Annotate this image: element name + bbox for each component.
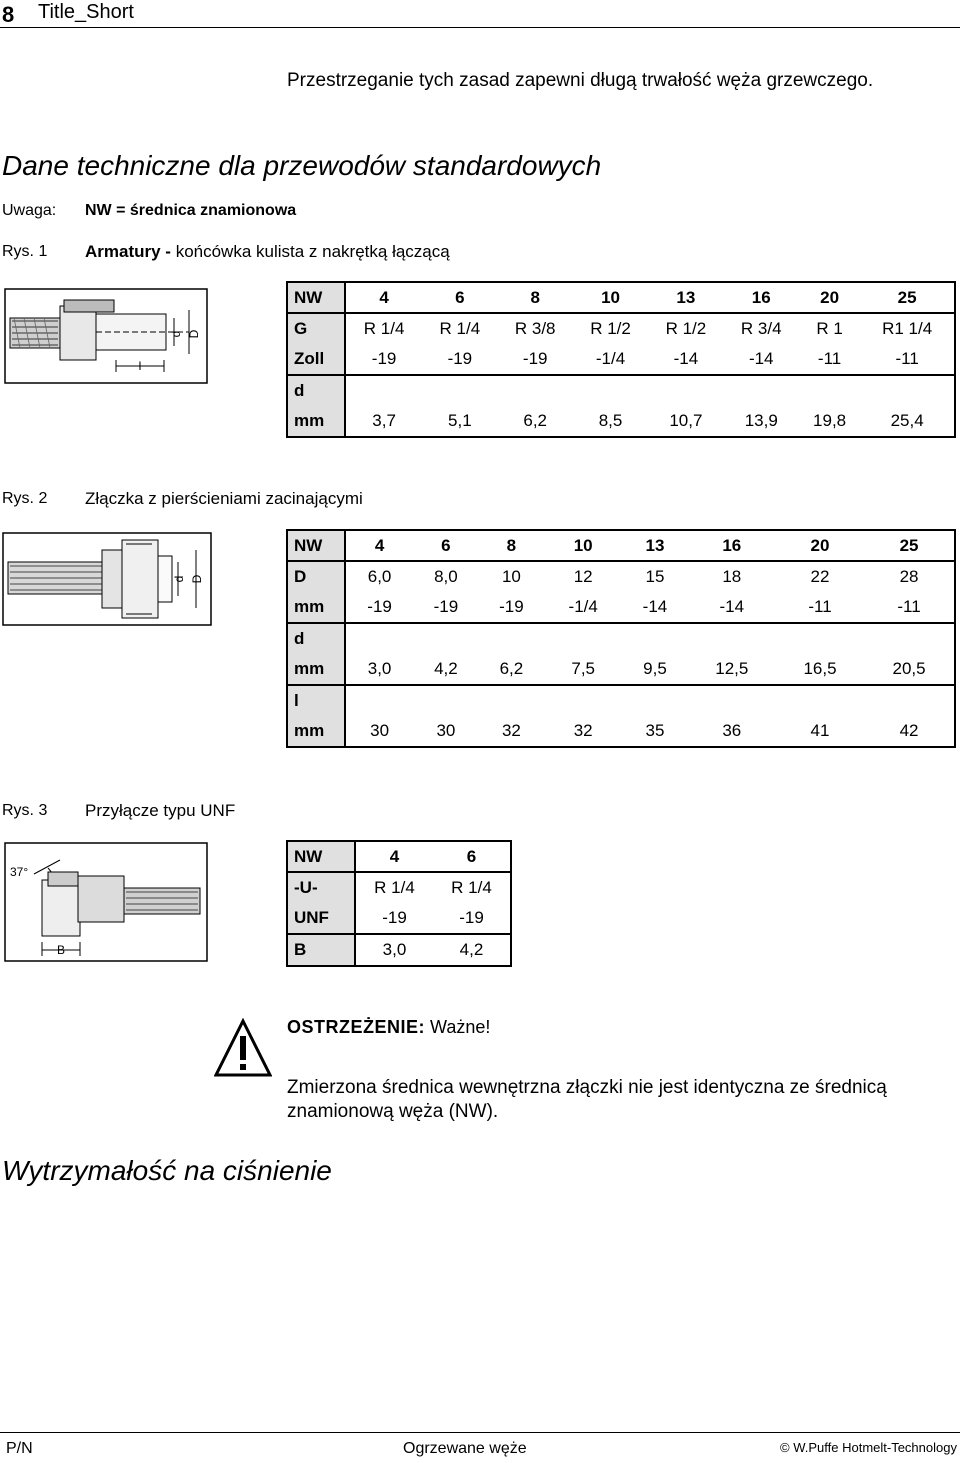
pressure-section-title: Wytrzymałość na ciśnienie (2, 1155, 332, 1186)
note-label: Uwaga: (2, 202, 57, 219)
fig1-D-label: D (187, 329, 201, 339)
header-rule (0, 27, 960, 28)
section-title: Dane techniczne dla przewodów standardowych (2, 150, 602, 181)
fig1-l-label: l (138, 359, 142, 373)
fig2-d-label: d (172, 575, 186, 583)
fig3-B-label: B (56, 943, 66, 957)
table-row: d (287, 375, 955, 406)
table-row: l (287, 685, 955, 716)
table-row: NW 4 6 8 10 13 16 20 25 (287, 282, 955, 313)
fig1-label: Rys. 1 (2, 243, 48, 260)
table-row: mm 30 30 32 32 35 36 41 42 (287, 716, 955, 747)
table-row: d (287, 623, 955, 654)
footer-copyright: © W.Puffe Hotmelt-Technology (780, 1440, 957, 1455)
fig1-caption: Armatury - końcówka kulista z nakrętką łączącą (85, 242, 450, 261)
table-row: mm -19 -19 -19 -1/4 -14 -14 -11 -11 (287, 592, 955, 623)
fig1-table (286, 281, 956, 438)
fig3-fitting-diagram (4, 842, 208, 962)
footer-title: Ogrzewane węże (403, 1440, 527, 1457)
warning-text: Zmierzona średnica wewnętrzna złączki nie jest identyczna ze średnicą znamionową węża (NW). (287, 1077, 887, 1122)
warning-title: OSTRZEŻENIE: Ważne! (287, 1017, 491, 1037)
fig3-table (286, 840, 512, 967)
table-row: mm 3,7 5,1 6,2 8,5 10,7 13,9 19,8 25,4 (287, 406, 955, 437)
page-header-title: Title_Short (38, 1, 134, 23)
table-row: D 6,0 8,0 10 12 15 18 22 28 (287, 561, 955, 592)
fig3-angle-label: 37° (10, 865, 29, 879)
page-number: 8 (2, 2, 15, 27)
table-row: G R 1/4 R 1/4 R 3/8 R 1/2 R 1/2 R 3/4 R 1 R1 1/4 (287, 313, 955, 344)
table-row: B 3,0 4,2 (287, 934, 511, 966)
table-row: NW 4 6 8 10 13 16 20 25 (287, 530, 955, 561)
intro-text: Przestrzeganie tych zasad zapewni długą trwałość węża grzewczego. (287, 70, 874, 91)
table-row: UNF -19 -19 (287, 903, 511, 934)
fig2-table (286, 529, 956, 748)
fig1-fitting-diagram (4, 288, 208, 384)
footer-part-number: P/N (6, 1440, 33, 1457)
fig2-D-label: D (190, 574, 204, 584)
fig3-label: Rys. 3 (2, 802, 48, 819)
warning-triangle-icon (214, 1018, 272, 1078)
table-row: -U- R 1/4 R 1/4 (287, 872, 511, 903)
fig2-caption: Złączka z pierścieniami zacinającymi (85, 489, 363, 508)
fig3-caption: Przyłącze typu UNF (85, 801, 236, 820)
table-row: Zoll -19 -19 -19 -1/4 -14 -14 -11 -11 (287, 344, 955, 375)
fig1-d-label: d (169, 330, 183, 338)
fig2-fitting-diagram (2, 532, 212, 626)
table-row: mm 3,0 4,2 6,2 7,5 9,5 12,5 16,5 20,5 (287, 654, 955, 685)
table-row: NW 4 6 (287, 841, 511, 872)
note-text: NW = średnica znamionowa (85, 202, 297, 219)
footer-rule (0, 1432, 960, 1433)
fig2-label: Rys. 2 (2, 490, 48, 507)
